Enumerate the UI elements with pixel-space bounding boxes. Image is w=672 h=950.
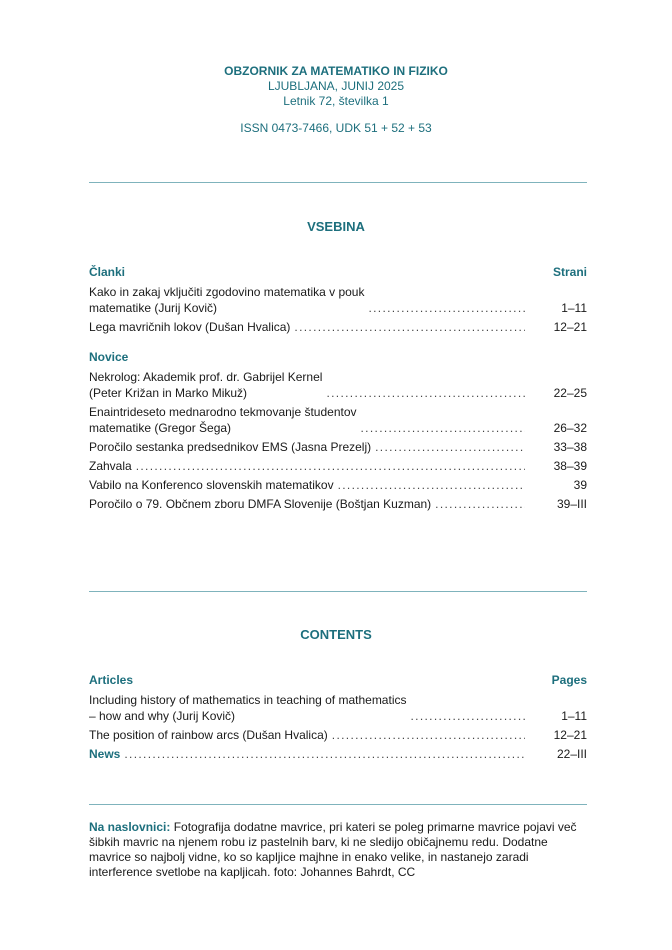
entry-pages: 12–21 <box>553 728 587 742</box>
entry-title-line1: Including history of mathematics in teaching of mathematics <box>89 693 407 707</box>
entry-title: Poročilo sestanka predsednikov EMS (Jasna Prezelj) <box>89 440 372 454</box>
dot-leader <box>136 458 525 474</box>
category-label: Articles <box>89 673 134 687</box>
dot-leader <box>338 477 525 493</box>
dot-leader <box>361 420 525 436</box>
pages-header: Strani <box>552 265 587 279</box>
entry-pages: 33–38 <box>553 440 587 454</box>
entry-pages: 12–21 <box>553 320 587 334</box>
journal-title: OBZORNIK ZA MATEMATIKO IN FIZIKO <box>224 64 448 78</box>
place-date: LJUBLJANA, JUNIJ 2025 <box>267 79 405 93</box>
entry-title: Zahvala <box>89 459 132 473</box>
entry-title-line2: matematike (Jurij Kovič) <box>89 301 218 315</box>
masthead <box>0 64 672 136</box>
news-label: News <box>89 747 121 761</box>
dot-leader <box>375 439 525 455</box>
entry-title-line1: Nekrolog: Akademik prof. dr. Gabrijel Kernel <box>89 370 323 384</box>
toc-entry[interactable] <box>89 439 587 455</box>
vsebina-heading: VSEBINA <box>307 219 365 234</box>
toc-entry-news[interactable] <box>89 746 587 762</box>
dot-leader <box>294 319 525 335</box>
category-novice <box>89 349 587 365</box>
entry-pages: 1–11 <box>561 301 587 315</box>
dot-leader <box>326 385 525 401</box>
entry-title: Poročilo o 79. Občnem zboru DMFA Slovenije (Boštjan Kuzman) <box>89 497 432 511</box>
entry-title-line2: matematike (Gregor Šega) <box>89 421 232 435</box>
contents-toc <box>89 672 587 765</box>
divider-bottom <box>89 804 587 805</box>
entry-pages: 38–39 <box>553 459 587 473</box>
pages-header: Pages <box>551 673 587 687</box>
entry-pages: 26–32 <box>553 421 587 435</box>
entry-pages: 1–11 <box>561 709 587 723</box>
entry-title: Vabilo na Konferenco slovenskih matematikov <box>89 478 334 492</box>
vsebina-toc <box>89 264 587 515</box>
toc-entry[interactable] <box>89 477 587 493</box>
toc-entry[interactable] <box>89 404 587 436</box>
cover-note <box>89 820 587 880</box>
cover-note-label: Na naslovnici: <box>89 820 171 834</box>
entry-title-line2: (Peter Križan in Marko Mikuž) <box>89 386 248 400</box>
entry-title-line1: Kako in zakaj vključiti zgodovino matematika v pouk <box>89 285 365 299</box>
entry-title-line1: Enaintrideseto mednarodno tekmovanje študentov <box>89 405 357 419</box>
toc-entry[interactable] <box>89 692 587 724</box>
entry-title-line2: – how and why (Jurij Kovič) <box>89 709 236 723</box>
category-articles <box>89 672 587 688</box>
cover-note-text: Fotografija dodatne mavrice, pri kateri se poleg primarne mavrice pojavi več šibkih mavric na njenem robu iz pastelnih barv, ki ne sledijo običajnemu redu. Dodatne mavrice so najbolj vidne, ko so kapljice majhne in enako velike, in nastanejo zaradi interference svetlobe na kapljicah. foto: Johannes Bahrdt, CC <box>89 820 577 879</box>
toc-entry[interactable] <box>89 727 587 743</box>
issn-line: ISSN 0473-7466, UDK 51 + 52 + 53 <box>240 121 432 135</box>
toc-entry[interactable] <box>89 284 587 316</box>
toc-entry[interactable] <box>89 496 587 512</box>
entry-title: The position of rainbow arcs (Dušan Hvalica) <box>89 728 328 742</box>
dot-leader <box>124 746 525 762</box>
entry-title: Lega mavričnih lokov (Dušan Hvalica) <box>89 320 291 334</box>
category-label: Novice <box>89 350 129 364</box>
volume-number: Letnik 72, številka 1 <box>283 94 389 108</box>
toc-entry[interactable] <box>89 319 587 335</box>
category-clanki <box>89 264 587 280</box>
contents-heading: CONTENTS <box>300 627 372 642</box>
dot-leader <box>435 496 525 512</box>
dot-leader <box>410 708 525 724</box>
toc-entry[interactable] <box>89 458 587 474</box>
divider-middle <box>89 591 587 592</box>
category-label: Članki <box>89 265 126 279</box>
entry-pages: 22–III <box>556 747 587 761</box>
divider-top <box>89 182 587 183</box>
dot-leader <box>332 727 525 743</box>
toc-entry[interactable] <box>89 369 587 401</box>
entry-pages: 39 <box>573 478 587 492</box>
entry-pages: 22–25 <box>553 386 587 400</box>
entry-pages: 39–III <box>556 497 587 511</box>
dot-leader <box>368 300 525 316</box>
